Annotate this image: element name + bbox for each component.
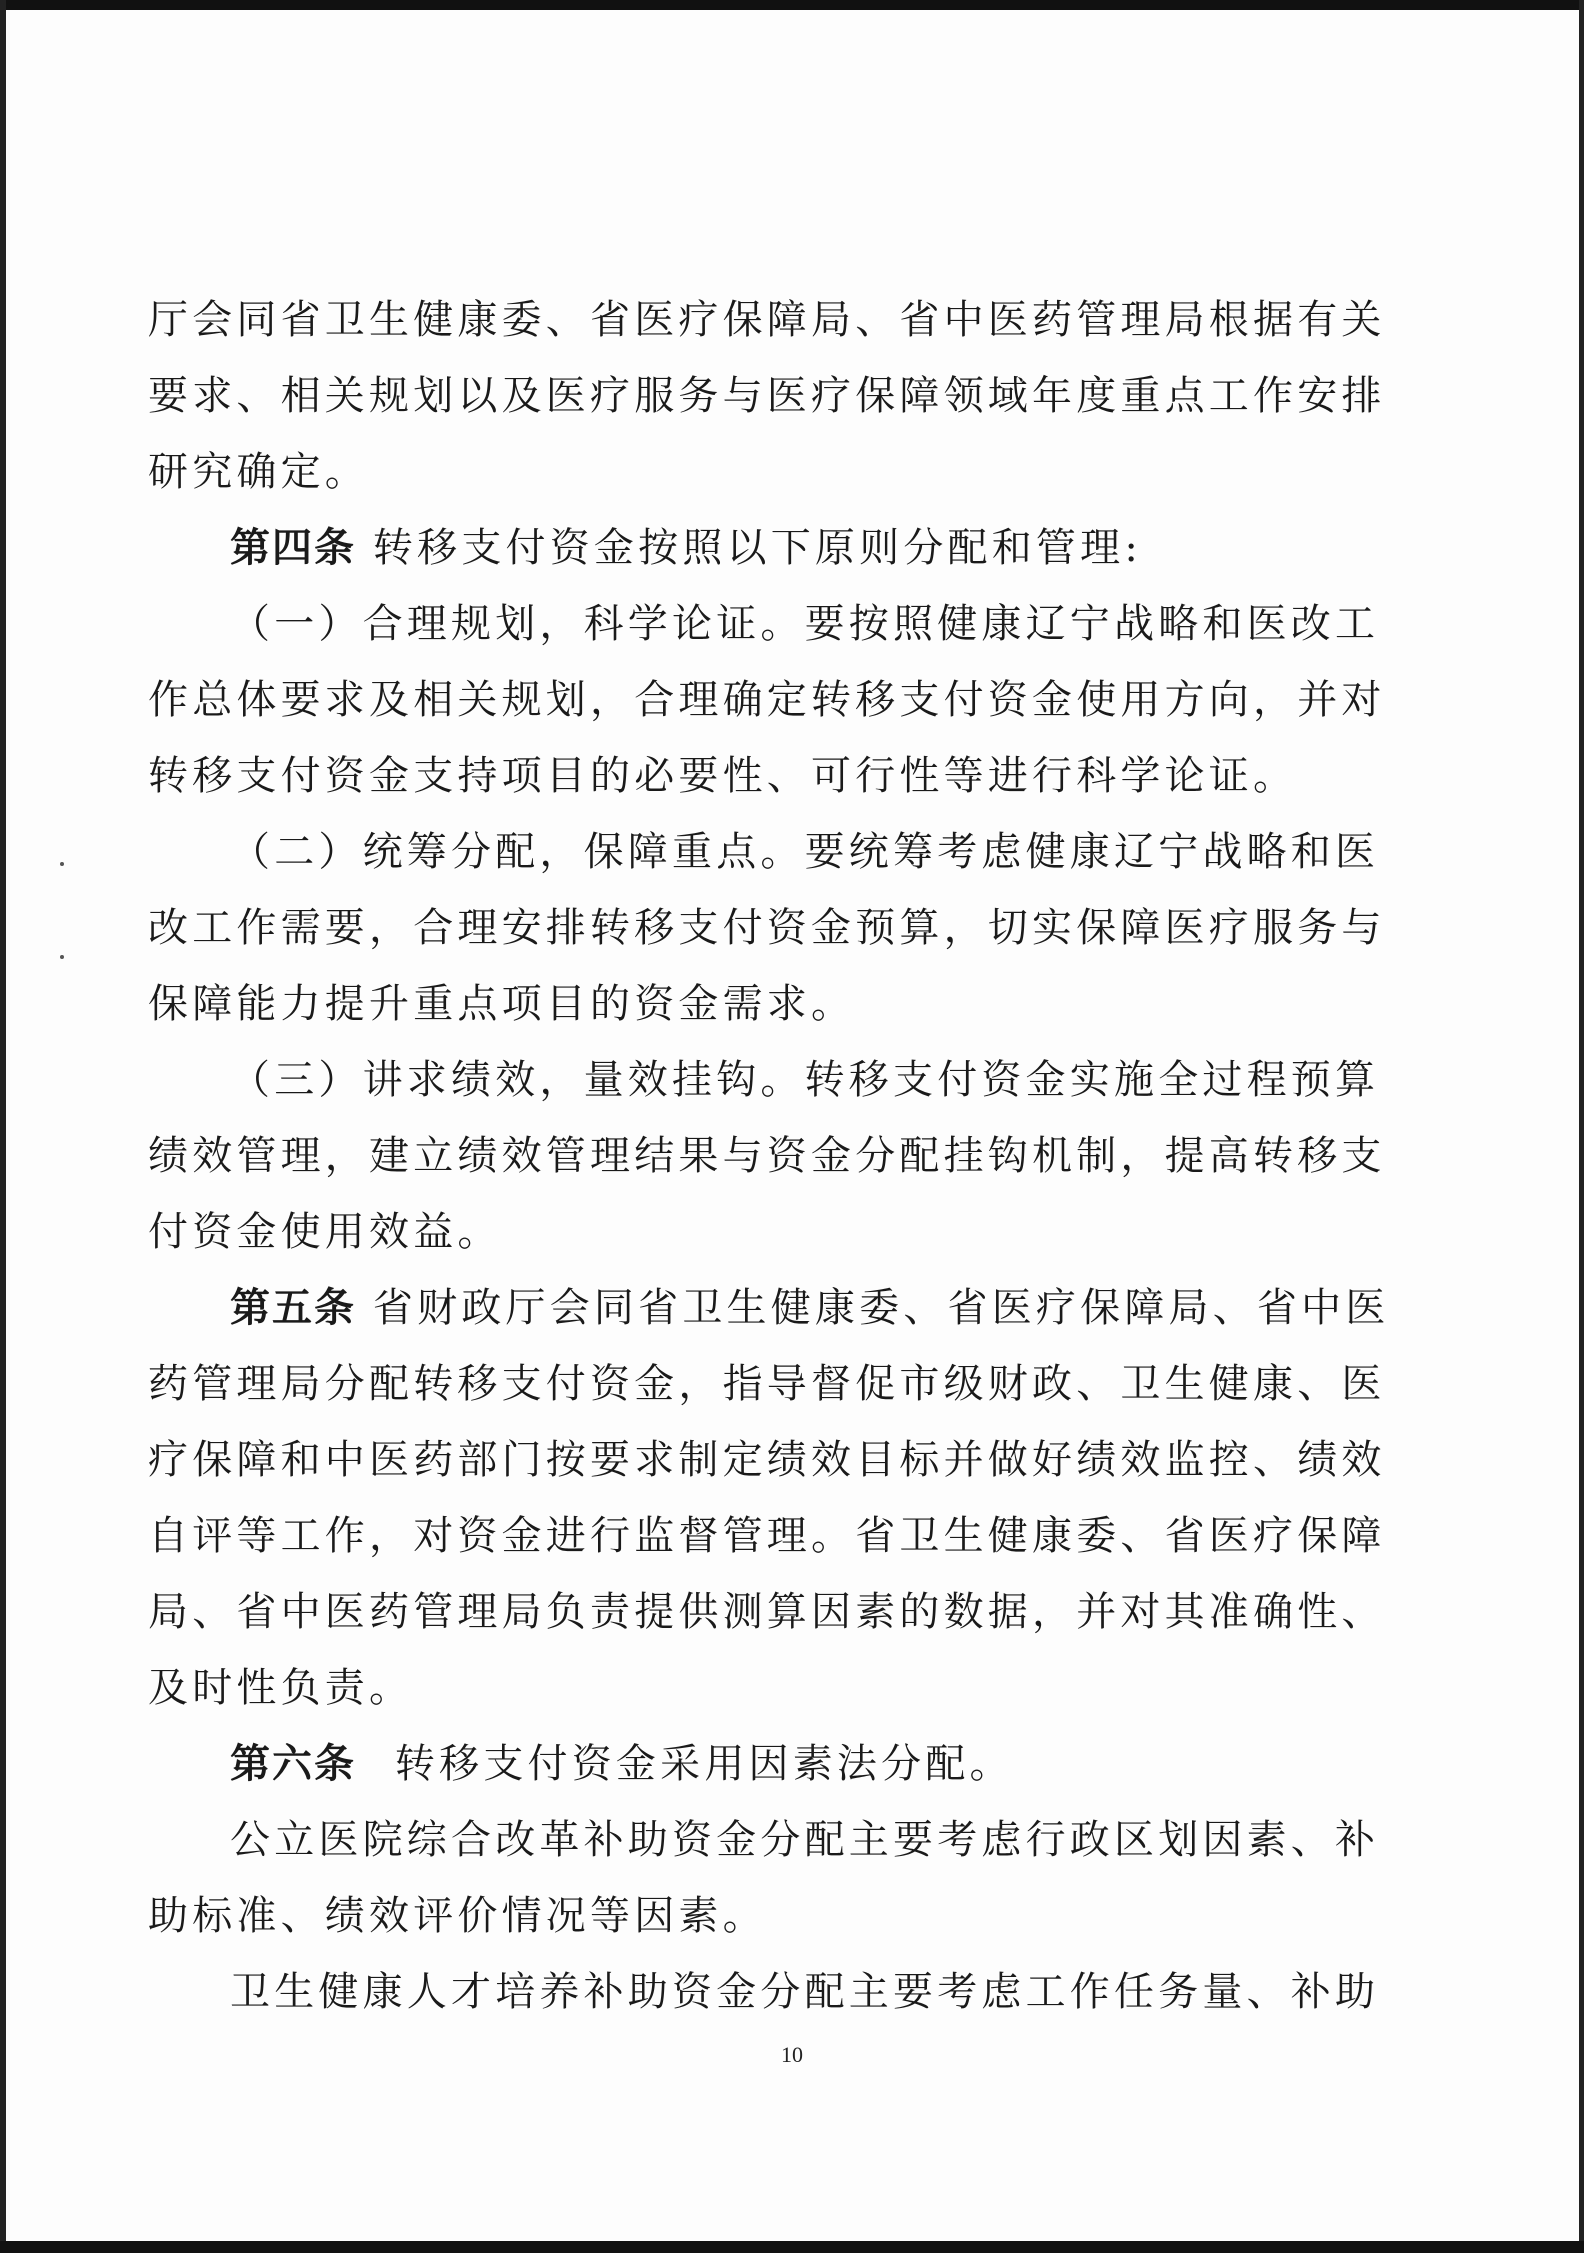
text-line: 疗保障和中医药部门按要求制定绩效目标并做好绩效监控、绩效 <box>148 1437 1386 1483</box>
article-5-heading: 第五条 <box>230 1285 356 1331</box>
text-line: 保障能力提升重点项目的资金需求。 <box>148 981 856 1027</box>
scan-border-top <box>0 0 1584 10</box>
text-line: 助标准、绩效评价情况等因素。 <box>148 1893 767 1939</box>
text-line: 公立医院综合改革补助资金分配主要考虑行政区划因素、补 <box>230 1817 1380 1863</box>
text-line: （二）统筹分配，保障重点。要统筹考虑健康辽宁战略和医 <box>230 829 1380 875</box>
text-line: 局、省中医药管理局负责提供测算因素的数据，并对其准确性、 <box>148 1589 1386 1635</box>
text-line: 付资金使用效益。 <box>148 1209 502 1255</box>
scan-speck <box>60 955 64 959</box>
scan-border-bottom <box>0 2241 1584 2253</box>
text-line: 转移支付资金支持项目的必要性、可行性等进行科学论证。 <box>148 753 1298 799</box>
scan-border-right <box>1579 0 1584 2253</box>
scan-speck <box>60 862 64 866</box>
text-line: 作总体要求及相关规划，合理确定转移支付资金使用方向，并对 <box>148 677 1386 723</box>
article-4-heading: 第四条 <box>230 525 356 571</box>
text-line: 要求、相关规划以及医疗服务与医疗保障领域年度重点工作安排 <box>148 373 1386 419</box>
article-4-paragraph <box>148 510 1308 586</box>
text-line: （一）合理规划，科学论证。要按照健康辽宁战略和医改工 <box>230 601 1380 647</box>
text-line: 省财政厅会同省卫生健康委、省医疗保障局、省中医 <box>372 1285 1390 1331</box>
article-5-paragraph <box>148 1270 1390 1346</box>
text-line: 转移支付资金按照以下原则分配和管理: <box>372 525 1142 571</box>
text-line: 研究确定。 <box>148 449 369 495</box>
text-line: （三）讲求绩效，量效挂钩。转移支付资金实施全过程预算 <box>230 1057 1380 1103</box>
text-line: 改工作需要，合理安排转移支付资金预算，切实保障医疗服务与 <box>148 905 1386 951</box>
article-6-heading: 第六条 <box>230 1741 356 1787</box>
text-line: 及时性负责。 <box>148 1665 414 1711</box>
text-line: 绩效管理，建立绩效管理结果与资金分配挂钩机制，提高转移支 <box>148 1133 1386 1179</box>
text-line: 药管理局分配转移支付资金，指导督促市级财政、卫生健康、医 <box>148 1361 1386 1407</box>
text-line: 转移支付资金采用因素法分配。 <box>394 1741 1014 1787</box>
text-line: 厅会同省卫生健康委、省医疗保障局、省中医药管理局根据有关 <box>148 297 1386 343</box>
article-6-paragraph <box>148 1726 1308 1802</box>
body-text <box>148 282 1390 2030</box>
page-number: 10 <box>781 2042 803 2067</box>
text-line: 自评等工作，对资金进行监督管理。省卫生健康委、省医疗保障 <box>148 1513 1386 1559</box>
text-line: 卫生健康人才培养补助资金分配主要考虑工作任务量、补助 <box>230 1969 1380 2015</box>
scan-border-left <box>0 0 6 2253</box>
